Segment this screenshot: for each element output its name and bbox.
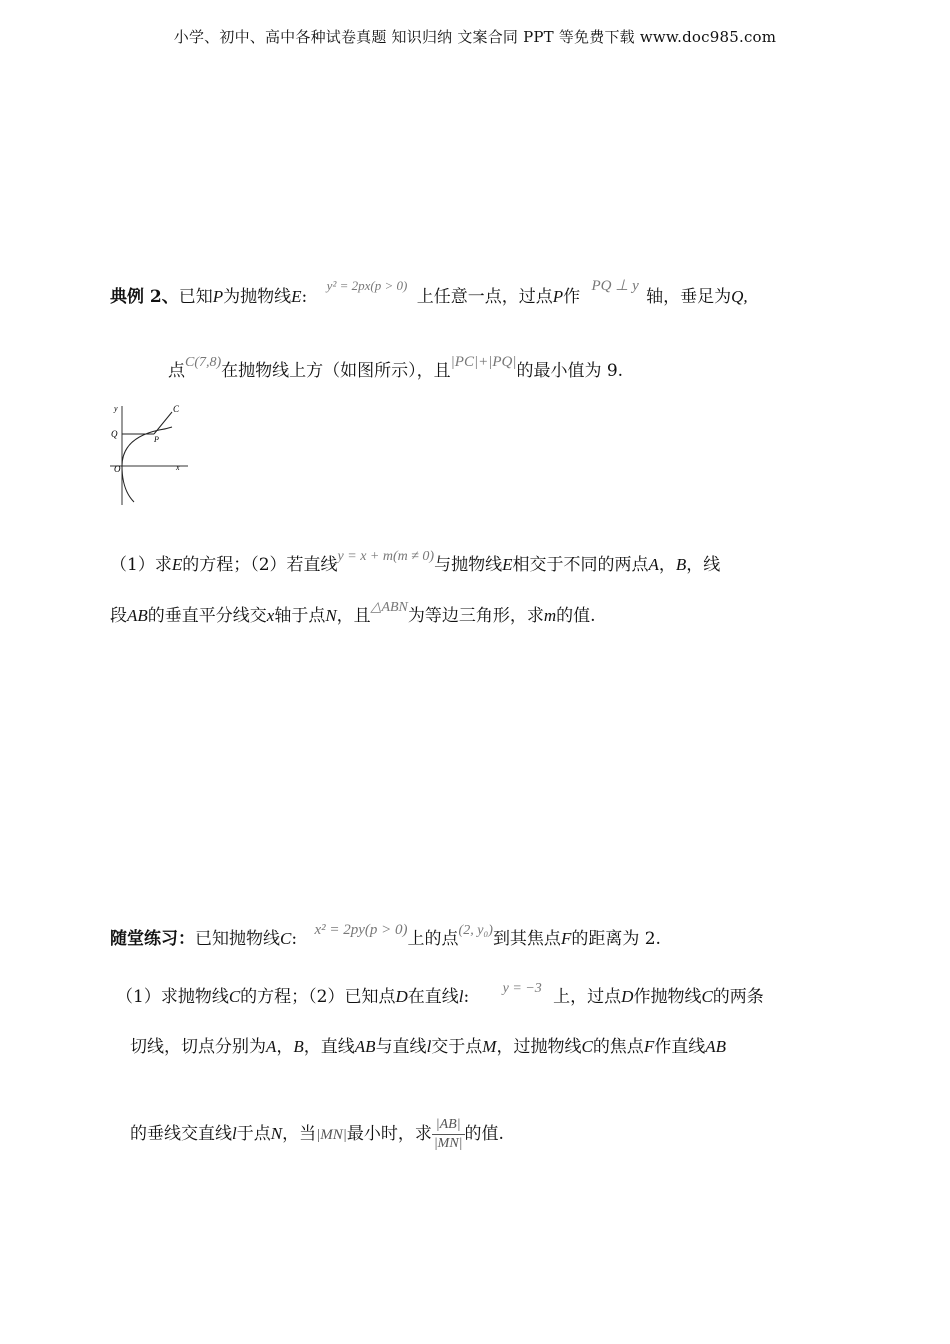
text: 的值.	[464, 1124, 504, 1144]
var-x: x	[266, 606, 275, 625]
label-p: P	[154, 435, 159, 444]
text: ，过抛物线	[496, 1037, 582, 1057]
text: 为等边三角形，求	[407, 606, 544, 626]
var-ab: AB	[705, 1037, 726, 1056]
text: ，	[658, 555, 676, 575]
text: 段	[110, 606, 127, 626]
text: （1）求抛物线	[116, 987, 229, 1007]
var-a: A	[266, 1037, 277, 1056]
text: 与直线	[375, 1037, 427, 1057]
var-a: A	[648, 555, 659, 574]
point-c-expr: C(7,8)	[185, 355, 222, 370]
text: 相交于不同的两点	[512, 555, 649, 575]
var-c: C	[701, 987, 713, 1006]
label-o: O	[114, 464, 121, 474]
label-c: C	[173, 404, 180, 414]
text: 的垂线交直线	[130, 1124, 232, 1144]
var-b: B	[675, 555, 687, 574]
text: 点	[168, 361, 185, 381]
text: ，	[276, 1037, 294, 1057]
practice-line1	[110, 922, 661, 953]
parabola-upper	[122, 427, 172, 466]
text: 的最小值为 9.	[516, 361, 624, 381]
triangle-expr: △ABN	[370, 600, 408, 615]
var-q: Q,	[731, 287, 748, 306]
text: 的方程；（2）若直线	[182, 555, 338, 575]
var-e: E	[291, 287, 302, 306]
text: 的垂直平分线交	[147, 606, 267, 626]
text: :	[463, 987, 470, 1007]
text: 交于点	[431, 1037, 483, 1057]
text: （1）求	[110, 555, 172, 575]
parabola-equation: y² = 2px(p > 0)	[326, 278, 408, 293]
text: 到其焦点	[492, 929, 561, 949]
text: 上，过点	[553, 987, 622, 1007]
var-d: D	[395, 987, 408, 1006]
text: ，当	[282, 1124, 317, 1144]
text: ，线	[686, 555, 721, 575]
text: 的距离为 2.	[571, 929, 661, 949]
practice-line4	[130, 1114, 504, 1155]
example2-label: 典例 2、	[110, 287, 179, 307]
page-header: 小学、初中、高中各种试卷真题 知识归纳 文案合同 PPT 等免费下载 www.doc985.com	[173, 28, 777, 46]
line-l-equation: y = −3	[502, 981, 542, 996]
var-e: E	[502, 555, 513, 574]
parabola-lower	[122, 466, 134, 502]
var-c: C	[280, 929, 292, 948]
var-ab: AB	[354, 1037, 376, 1056]
part-line1	[110, 549, 721, 579]
var-p: P	[552, 287, 564, 306]
text: 最小时，求	[346, 1124, 432, 1144]
example2-line1	[110, 278, 748, 310]
var-d: D	[621, 987, 634, 1006]
label-q: Q	[111, 429, 118, 439]
var-ab: AB	[127, 606, 148, 625]
text: 在直线	[407, 987, 459, 1007]
text: 上任意一点，过点	[416, 287, 553, 307]
practice-line3	[130, 1035, 726, 1059]
text: 的值.	[556, 606, 596, 626]
text: 作	[563, 287, 581, 307]
var-l: l	[426, 1037, 432, 1056]
text: 已知	[178, 287, 213, 307]
fraction-numerator: |AB|	[432, 1116, 465, 1135]
fraction-denominator: |MN|	[433, 1136, 463, 1151]
text: 的两条	[712, 987, 764, 1007]
text: 已知抛物线	[195, 929, 280, 949]
text: :	[291, 929, 298, 949]
var-f: F	[643, 1037, 655, 1056]
var-l: l	[458, 987, 464, 1006]
var-c: C	[228, 987, 241, 1006]
text: 轴于点	[274, 606, 326, 626]
text: 为抛物线	[223, 287, 292, 307]
var-n: N	[270, 1124, 283, 1143]
text: 的方程；（2）已知点	[240, 987, 396, 1007]
label-x: x	[176, 463, 180, 472]
text: 轴，垂足为	[646, 287, 732, 307]
var-n: N	[325, 606, 337, 625]
practice-line2	[116, 981, 764, 1011]
mn-abs-expr: |MN|	[316, 1127, 347, 1143]
text: ，直线	[303, 1037, 355, 1057]
var-e: E	[171, 555, 183, 574]
parabola-figure	[104, 402, 194, 507]
distance-sum-expr: |PC|+|PQ|	[450, 354, 517, 370]
ratio-fraction	[432, 1116, 465, 1153]
text: ，且	[336, 606, 371, 626]
text: 于点	[236, 1124, 271, 1144]
example2-line2	[168, 354, 624, 385]
text: 作直线	[654, 1037, 706, 1057]
perpendicular-expr: PQ ⊥ y	[591, 278, 639, 294]
var-l: l	[232, 1124, 237, 1143]
text: :	[301, 287, 308, 307]
var-m: m	[543, 606, 557, 625]
practice-label: 随堂练习：	[110, 929, 195, 949]
label-y: y	[114, 404, 118, 413]
var-f: F	[560, 929, 572, 948]
var-c: C	[581, 1037, 593, 1056]
line-equation: y = x + m(m ≠ 0)	[337, 549, 435, 564]
var-p: P	[212, 287, 224, 306]
text: 切线，切点分别为	[130, 1037, 266, 1057]
text: 的焦点	[592, 1037, 644, 1057]
text: 作抛物线	[633, 987, 702, 1007]
point-expr: (2, y₀)	[458, 923, 493, 938]
text: 与抛物线	[434, 555, 503, 575]
text: 上的点	[407, 929, 459, 949]
segment-pc	[154, 412, 172, 434]
var-m: M	[482, 1037, 497, 1056]
parabola-c-equation: x² = 2py(p > 0)	[314, 922, 408, 938]
part-line2	[110, 600, 596, 630]
var-b: B	[293, 1037, 304, 1056]
text: 在抛物线上方（如图所示），且	[221, 361, 451, 381]
